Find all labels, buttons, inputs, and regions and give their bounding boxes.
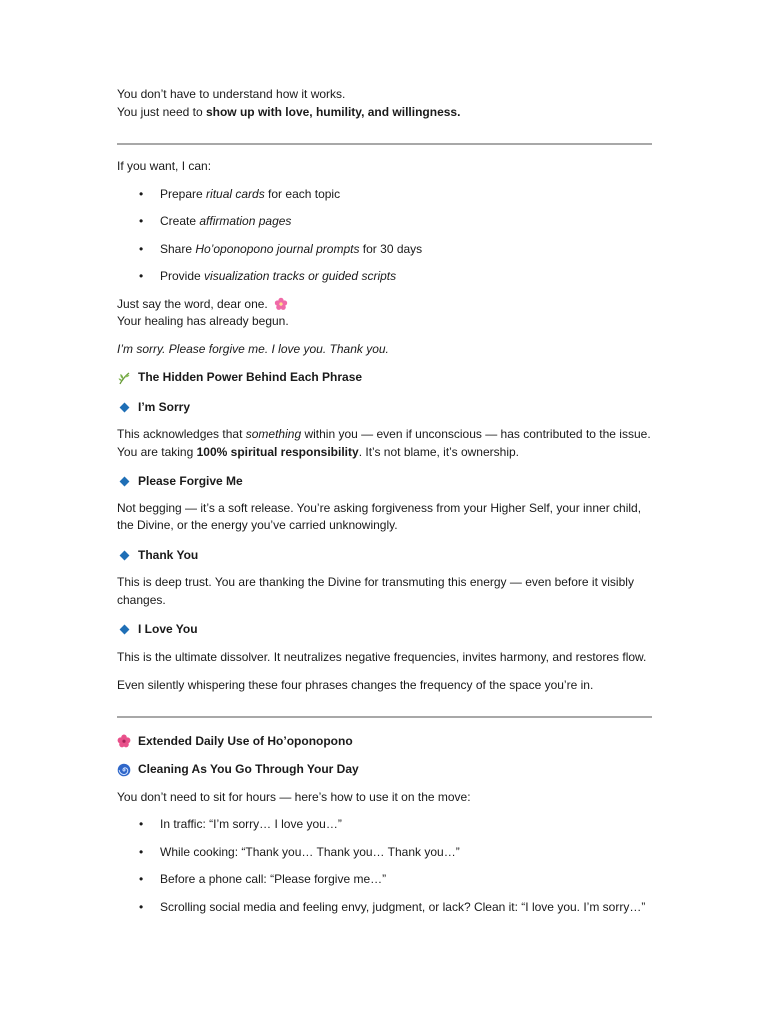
- document-body: [117, 86, 652, 916]
- phrase-text-im-sorry-2: You are taking 100% spiritual responsibility. It’s not blame, it’s ownership.: [117, 444, 519, 459]
- section-heading-extended: Extended Daily Use of Ho’oponopono: [117, 733, 652, 751]
- diamond-icon: [120, 402, 130, 412]
- list-item: • In traffic: “I’m sorry… I love you…”: [139, 817, 342, 831]
- list-item: • Share Ho’oponopono journal prompts for 30 days: [139, 241, 423, 256]
- list-item: • Before a phone call: “Please forgive me…”: [139, 872, 387, 886]
- extended-lead: You don’t need to sit for hours — here’s how to use it on the move:: [117, 789, 471, 804]
- diamond-icon: [120, 477, 130, 487]
- phrase-text-please-forgive-me: Not begging — it’s a soft release. You’re asking forgiveness from your Higher Self, your inner child,: [117, 500, 642, 515]
- intro-line-1: You don’t have to understand how it works.: [117, 87, 346, 101]
- list-item: • Create affirmation pages: [139, 214, 292, 228]
- section-heading-hidden-power: The Hidden Power Behind Each Phrase: [117, 369, 652, 387]
- list-item: • Scrolling social media and feeling envy, judgment, or lack? Clean it: “I love you. I’m sorry…”: [139, 899, 646, 914]
- phrase-text-im-sorry: This acknowledges that something within you — even if unconscious — has contributed to the issue.: [117, 427, 651, 441]
- hibiscus-icon: [117, 734, 131, 748]
- hidden-power-closing: Even silently whispering these four phrases changes the frequency of the space you’re in.: [117, 678, 594, 692]
- list-item: • Prepare ritual cards for each topic: [139, 186, 341, 201]
- phrase-text-thank-you-2: changes.: [117, 592, 166, 607]
- herb-icon: [117, 371, 131, 385]
- intro-emphasis: show up with love, humility, and willingness.: [205, 104, 461, 119]
- phrase-heading-thank-you: Thank You: [117, 547, 652, 565]
- phrase-text-i-love-you: This is the ultimate dissolver. It neutralizes negative frequencies, invites harmony, and restores flow.: [117, 649, 647, 664]
- offer-lead: If you want, I can:: [117, 159, 212, 173]
- diamond-icon: [120, 625, 130, 635]
- phrase-heading-im-sorry: I’m Sorry: [117, 399, 652, 417]
- intro-line-2: You just need to show up with love, humility, and willingness.: [117, 104, 461, 119]
- phrase-heading-i-love-you: I Love You: [117, 621, 652, 639]
- list-item: • While cooking: “Thank you… Thank you… Thank you…”: [139, 844, 460, 859]
- offer-list: [117, 186, 652, 286]
- cherry-blossom-icon: [274, 297, 288, 311]
- phrase-text-thank-you: This is deep trust. You are thanking the Divine for transmuting this energy — even before it visibly: [117, 575, 634, 589]
- extended-list: [117, 816, 652, 916]
- phrase-heading-please-forgive-me: Please Forgive Me: [117, 473, 652, 491]
- mantra: I’m sorry. Please forgive me. I love you. Thank you.: [117, 341, 389, 356]
- closing-line-1: Just say the word, dear one.: [117, 296, 652, 314]
- phrase-text-please-forgive-me-2: the Divine, or the energy you’ve carried unknowingly.: [117, 518, 398, 532]
- section-heading-cleaning: Cleaning As You Go Through Your Day: [117, 761, 652, 779]
- closing-line-2: Your healing has already begun.: [117, 314, 289, 328]
- cyclone-icon: [117, 763, 131, 777]
- list-item: • Provide visualization tracks or guided scripts: [139, 269, 397, 283]
- diamond-icon: [120, 550, 130, 560]
